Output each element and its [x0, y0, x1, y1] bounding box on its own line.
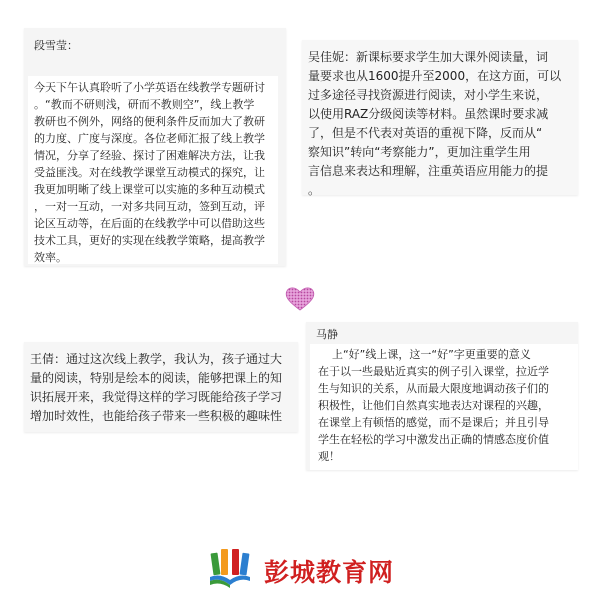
comment-card-duan-xueying — [24, 28, 286, 266]
comment-body — [28, 76, 278, 264]
comment-text: 上“好”线上课，这一“好”字更重要的意义 在于以一些最贴近真实的例子引入课堂，拉近学 生与知识的关系，从而最大限度地调动孩子们的 积极性，让他们自然真实地表达对课程的兴趣， 在课堂上有顿悟的感觉，而不是课后；并且引导 学生在轻松的学习中激发出正确的情感态度价值 观！ — [318, 348, 549, 463]
comment-card-ma-jing — [306, 322, 578, 470]
open-book-logo-icon — [208, 547, 252, 589]
commenter-name: 段雪莹： — [34, 39, 78, 52]
site-logo[interactable] — [208, 547, 428, 591]
heart-icon — [285, 285, 315, 311]
comment-text: 王倩：通过这次线上教学，我认为，孩子通过大 量的阅读，特别是绘本的阅读，能够把课上的知 识拓展开来，我觉得这样的学习既能给孩子学习 增加时效性，也能给孩子带来一些积极的趣味性 — [30, 352, 283, 423]
comment-card-wu-jiani — [302, 40, 578, 195]
logo-text: 彭城教育网 — [264, 558, 395, 587]
comment-card-wang-qian — [24, 342, 298, 432]
comment-body — [310, 344, 578, 470]
comment-body — [302, 40, 578, 195]
comment-body — [24, 342, 298, 432]
comment-text: 吴佳妮：新课标要求学生加大课外阅读量，词 量要求也从1600提升至2000，在这方面，可以 过多途径寻找资源进行阅读，对小学生来说， 以使用RAZ分级阅读等材料。虽然课时要求减 了，但是不代表对英语的重视下降，反而从“ 察知识”转向“考察能力”，更加注重学生用 言信息来表达和理解，注重英语应用能力的提 。 — [308, 50, 562, 197]
comment-text: 今天下午认真聆听了小学英语在线教学专题研讨 。“教而不研则浅，研而不教则空”，线上教学 教研也不例外，网络的便利条件反而加大了教研 的力度、广度与深度。各位老师汇报了线上教学 情况，分享了经验、探讨了困难解决方法，让我 受益匪浅。对在线教学课堂互动模式的探究，让 我更加明晰了线上课堂可以实施的多种互动模式 ，一对一互动，一对多共同互动，签到互动，评 论区互动等，在后面的在线教学中可以借助这些 技术工具，更好的实现在线教学策略，提高教学 效率。 — [34, 81, 265, 264]
commenter-name: 马静 — [316, 328, 338, 341]
